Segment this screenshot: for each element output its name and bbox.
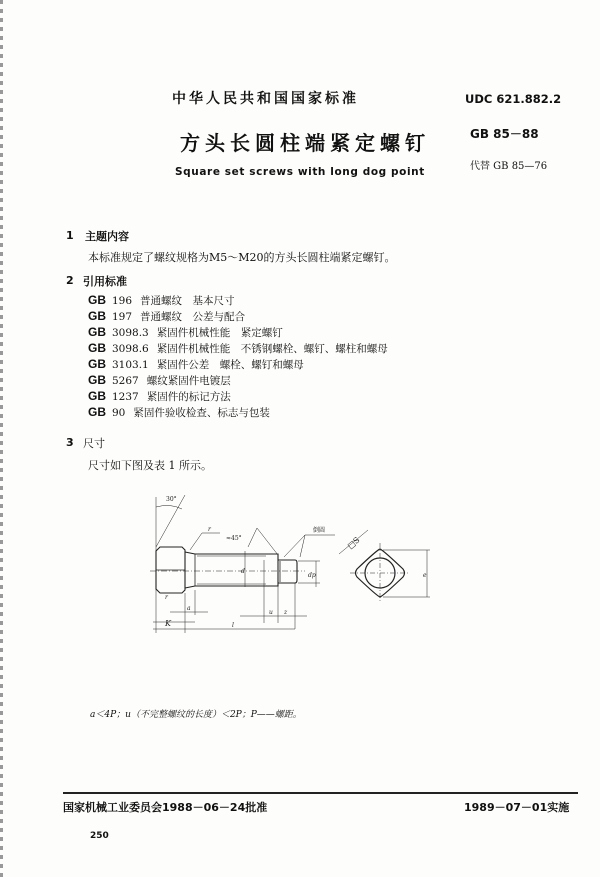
reference-item — [88, 293, 235, 308]
label-e: e — [423, 572, 427, 579]
reference-item — [88, 309, 245, 324]
section-3-number: 3 — [66, 436, 74, 449]
section-1-number: 1 — [66, 229, 74, 242]
title-en: Square set screws with long dog point — [175, 166, 425, 178]
label-rounded: 倒圆 — [313, 527, 326, 534]
reference-title: 紧固件公差 螺栓、螺钉和螺母 — [156, 359, 304, 371]
reference-item — [88, 341, 388, 356]
dog-point — [278, 560, 297, 583]
reference-title: 紧固件验收检查、标志与包装 — [133, 407, 270, 419]
reference-gb: GB — [88, 325, 106, 339]
title-cn: 方头长圆柱端紧定螺钉 — [180, 131, 430, 155]
reference-number: 197 — [112, 311, 133, 323]
reference-item — [88, 325, 283, 340]
scan-edge — [0, 0, 3, 877]
section-2-number: 2 — [66, 274, 74, 287]
reference-gb: GB — [88, 309, 106, 323]
reference-number: 3098.6 — [112, 343, 149, 355]
section-1-text: 本标准规定了螺纹规格为M5～M20的方头长圆柱端紧定螺钉。 — [88, 251, 396, 264]
reference-gb: GB — [88, 389, 106, 403]
reference-title: 普通螺纹 基本尺寸 — [140, 295, 235, 307]
reference-item — [88, 405, 270, 420]
reference-number: 3103.1 — [112, 359, 149, 371]
label-k: K — [165, 619, 171, 628]
reference-title: 普通螺纹 公差与配合 — [140, 311, 246, 323]
reference-number: 5267 — [112, 375, 139, 387]
section-1-heading: 主题内容 — [85, 230, 129, 243]
label-u: u — [269, 609, 273, 616]
reference-title: 紧固件机械性能 不锈钢螺栓、螺钉、螺柱和螺母 — [156, 343, 388, 355]
dimension-note: a＜4P；u（不完整螺纹的长度）＜2P；P——螺距。 — [90, 710, 302, 720]
reference-gb: GB — [88, 293, 106, 307]
page-number: 250 — [90, 831, 109, 841]
standard-number: GB 85－88 — [470, 127, 539, 141]
screw-drawing — [140, 485, 440, 635]
reference-item — [88, 357, 304, 372]
label-r: r — [208, 526, 211, 533]
reference-gb: GB — [88, 341, 106, 355]
reference-gb: GB — [88, 405, 106, 419]
section-2-heading: 引用标准 — [83, 275, 127, 288]
udc-number: UDC 621.882.2 — [465, 92, 562, 106]
label-d: d — [241, 568, 245, 575]
reference-title: 螺纹紧固件电镀层 — [146, 375, 231, 387]
standard-type: 中华人民共和国国家标准 — [172, 91, 359, 107]
reference-title: 紧固件的标记方法 — [146, 391, 231, 403]
label-dp: dp — [308, 572, 316, 579]
replaces-standard: 代替 GB 85—76 — [470, 161, 548, 172]
reference-item — [88, 389, 231, 404]
label-z: z — [284, 609, 288, 616]
section-3-heading: 尺寸 — [83, 437, 105, 450]
reference-title: 紧固件机械性能 紧定螺钉 — [156, 327, 283, 339]
label-l: l — [232, 622, 234, 629]
effective-date: 1989－07－01实施 — [464, 801, 570, 814]
reference-number: 1237 — [112, 391, 139, 403]
label-square-s: □S — [345, 535, 362, 551]
reference-gb: GB — [88, 357, 106, 371]
reference-number: 196 — [112, 295, 133, 307]
label-r-head: r — [165, 594, 168, 601]
reference-item — [88, 373, 231, 388]
reference-number: 90 — [112, 407, 126, 419]
label-45-degree: ≈45° — [226, 535, 242, 542]
section-3-text: 尺寸如下图及表 1 所示。 — [88, 459, 212, 472]
label-a: a — [187, 605, 191, 612]
footer-rule — [63, 792, 578, 794]
approval-date: 国家机械工业委员会1988－06－24批准 — [63, 801, 268, 814]
reference-number: 3098.3 — [112, 327, 149, 339]
label-30-degree: 30° — [166, 496, 177, 503]
reference-gb: GB — [88, 373, 106, 387]
